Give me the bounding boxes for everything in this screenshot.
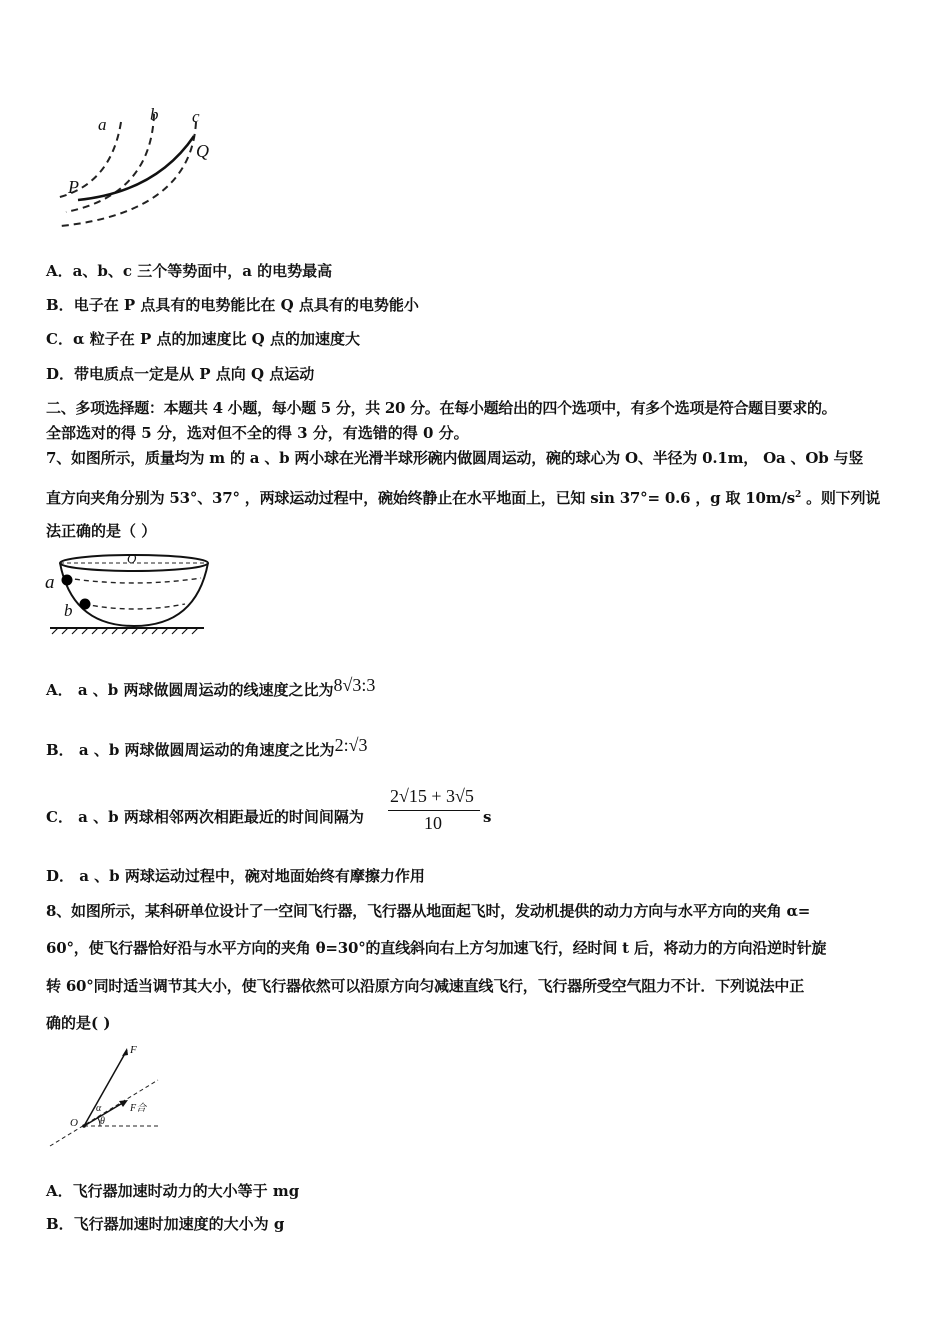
q7-option-a	[46, 675, 375, 700]
q8-stem-line4: 确的是( )	[46, 1014, 111, 1032]
q7-line2-text: 直方向夹角分别为 53°、37° ，两球运动过程中，碗始终静止在水平地面上，已知 sin 37°= 0.6 ，g 取 10m/s	[46, 489, 795, 507]
q7-option-b	[46, 735, 367, 760]
unit-seconds: s	[483, 808, 492, 826]
label-O: O	[127, 551, 137, 566]
option-text: 电子在 P 点具有的电势能比在 Q 点具有的电势能小	[73, 296, 419, 314]
fraction-numerator: 2√15 + 3√5	[390, 786, 474, 806]
option-letter: D．	[46, 365, 75, 383]
equipotential-line-b	[66, 114, 154, 212]
equipotential-line-c	[61, 122, 196, 226]
label-F-net: F合	[130, 1103, 147, 1114]
q6-option-a	[46, 261, 332, 281]
q8-stem-line1: 8、如图所示，某科研单位设计了一空间飞行器，飞行器从地面起飞时，发动机提供的动力方向与水平方向的夹角 α=	[46, 902, 811, 920]
ratio-expression: 2:√3	[334, 735, 368, 755]
option-text: a、b、c 三个等势面中，a 的电势最高	[72, 262, 333, 280]
ball-b	[80, 599, 91, 610]
label-alpha: α	[96, 1103, 102, 1114]
q6-option-c	[46, 329, 360, 349]
label-b: b	[150, 105, 159, 124]
q8-option-b: B．飞行器加速时加速度的大小为 g	[46, 1215, 285, 1233]
q6-option-d	[46, 364, 314, 384]
option-letter: B．	[46, 296, 74, 314]
q7-line2-tail: 。则下列说	[801, 489, 881, 507]
option-letter: A．	[46, 262, 73, 280]
q8-option-a: A．飞行器加速时动力的大小等于 mg	[46, 1182, 300, 1200]
force-F-arrow	[84, 1050, 127, 1126]
label-a: a	[45, 572, 55, 593]
option-letter: C．	[46, 330, 73, 348]
trajectory-curve	[78, 136, 194, 200]
label-b: b	[64, 601, 73, 620]
q7-option-c: C． a 、b 两球相邻两次相距最近的时间间隔为	[46, 808, 364, 826]
orbit-a	[66, 578, 201, 583]
ratio-expression: 8√3:3	[333, 675, 376, 695]
label-F: F	[130, 1044, 137, 1056]
q7-stem-line3: 法正确的是（ ）	[46, 522, 157, 540]
q7-stem-line2	[46, 485, 880, 508]
label-theta: θ	[100, 1116, 105, 1127]
label-c: c	[192, 107, 200, 126]
option-text: α 粒子在 P 点的加速度比 Q 点的加速度大	[72, 330, 360, 348]
superscript: 2	[794, 490, 802, 500]
equipotential-figure	[46, 100, 226, 240]
label-P: P	[68, 177, 79, 197]
label-O: O	[70, 1117, 78, 1129]
option-text: B． a 、b 两球做圆周运动的角速度之比为	[46, 741, 335, 759]
q7-stem-line1: 7、如图所示，质量均为 m 的 a 、b 两小球在光滑半球形碗内做圆周运动，碗的球心为 O、半径为 0.1m， Oa 、Ob 与竖	[46, 449, 864, 467]
section-heading-line2: 全部选对的得 5 分，选对但不全的得 3 分，有选错的得 0 分。	[46, 424, 469, 442]
q7-option-d: D． a 、b 两球运动过程中，碗对地面始终有摩擦力作用	[46, 867, 425, 885]
q6-option-b	[46, 295, 419, 315]
bowl-body	[60, 563, 208, 626]
bowl-figure	[42, 548, 212, 636]
force-F-arrowhead	[122, 1048, 128, 1056]
equipotential-line-a	[56, 122, 121, 198]
origin-point	[82, 1124, 86, 1128]
option-text: 带电质点一定是从 P 点向 Q 点运动	[74, 365, 315, 383]
ball-a	[62, 575, 73, 586]
section-heading: 二、多项选择题：本题共 4 小题，每小题 5 分，共 20 分。在每小题给出的四个选项中，有多个选项是符合题目要求的。	[46, 399, 837, 417]
force-diagram	[46, 1040, 166, 1150]
fraction-bar	[388, 810, 480, 811]
q8-stem-line2: 60°，使飞行器恰好沿与水平方向的夹角 θ=30°的直线斜向右上方匀加速飞行，经时间 t 后，将动力的方向沿逆时针旋	[46, 939, 827, 957]
q8-stem-line3: 转 60°同时适当调节其大小，使飞行器依然可以沿原方向匀减速直线飞行，飞行器所受空气阻力不计．下列说法中正	[46, 977, 805, 995]
label-Q: Q	[196, 141, 209, 161]
option-text: A． a 、b 两球做圆周运动的线速度之比为	[46, 681, 334, 699]
label-a: a	[98, 115, 107, 134]
orbit-b	[84, 604, 185, 609]
fraction-denominator: 10	[424, 813, 442, 833]
